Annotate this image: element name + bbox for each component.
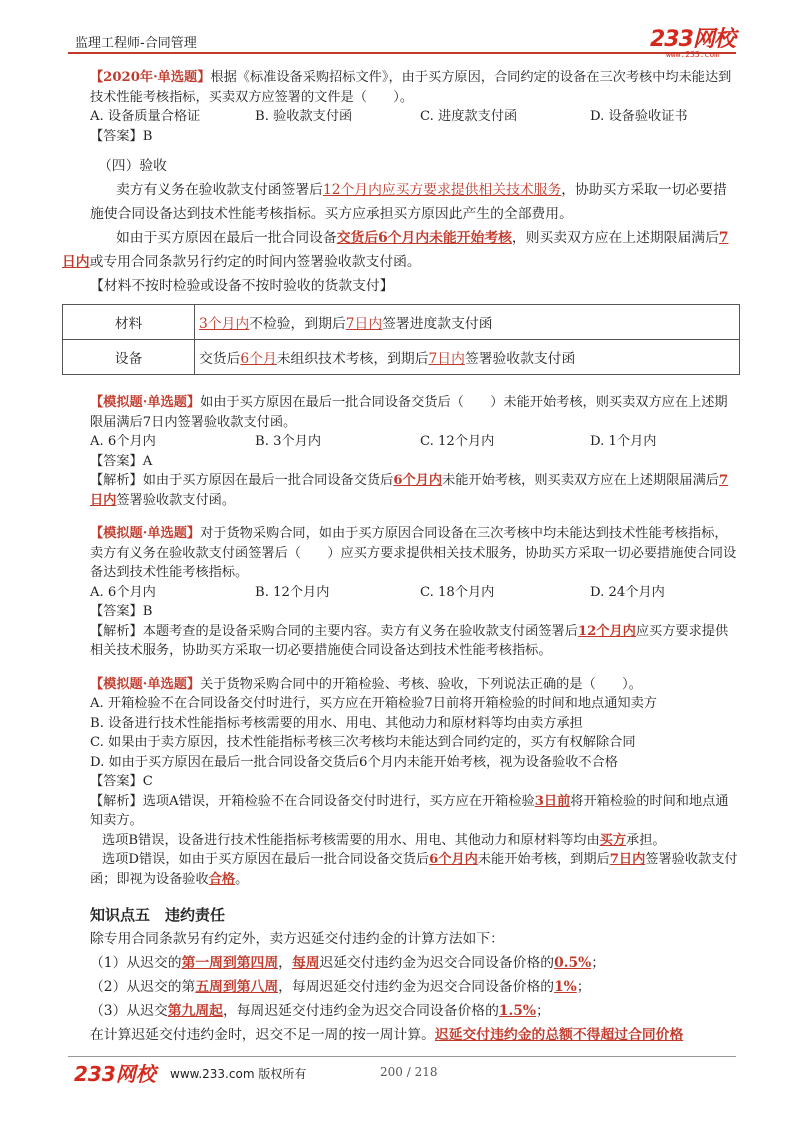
- answer: 【答案】A: [90, 453, 153, 469]
- page-number: 200 / 218: [380, 1065, 438, 1079]
- option-b: B. 12个月内: [255, 584, 330, 600]
- option-c: C. 18个月内: [420, 584, 495, 600]
- option-c: C. 12个月内: [420, 434, 495, 449]
- option-a: A. 设备质量合格证: [90, 109, 201, 124]
- option-a: A. 开箱检验不在合同设备交付时进行，买方应在开箱检验7日前将开箱检验的时间和地点通知卖方: [90, 696, 657, 711]
- options-row: [90, 107, 740, 127]
- option-d: D. 如由于买方原因在最后一批合同设备交货后6个月内未能开始考核，视为设备验收不合格: [90, 754, 618, 770]
- question-3: [90, 524, 740, 661]
- answer: 【答案】C: [90, 774, 153, 789]
- question-text: 如由于买方原因在最后一批合同设备交货后（ ）未能开始考核，则买卖双方应在上述期限届满后7日内签署验收款支付函。: [90, 395, 728, 430]
- copyright: www.233.com 版权所有: [170, 1067, 307, 1081]
- table-row: [63, 340, 740, 375]
- page-content: [62, 68, 740, 1047]
- paragraph: 在计算迟延交付违约金时，迟交不足一周的按一周计算。迟延交付违约金的总额不得超过合同价格: [90, 1027, 684, 1043]
- question-1: [90, 68, 740, 146]
- logo-url: www.233.com: [665, 50, 719, 59]
- section-4: [62, 154, 740, 298]
- list-item: （3）从迟交第九周起，每周迟延交付违约金为迟交合同设备价格的1.5%；: [90, 1003, 550, 1019]
- question-text: 根据《标准设备采购招标文件》，由于买方原因，合同约定的设备在三次考核中均未能达到技术性能考核指标，买卖双方应签署的文件是（ ）。: [90, 70, 732, 105]
- option-c: C. 如果由于卖方原因，技术性能指标考核三次考核均未能达到合同约定的，买方有权解除合同: [90, 735, 636, 750]
- options-row: [90, 583, 740, 603]
- explanation: 选项B错误，设备进行技术性能指标考核需要的用水、用电、其他动力和原材料等均由买方承担。: [102, 832, 666, 848]
- question-4: [90, 675, 740, 890]
- answer: 【答案】B: [90, 128, 153, 144]
- question-text: 对于货物采购合同，如由于买方原因合同设备在三次考核中均未能达到技术性能考核指标，卖方有义务在验收款支付函签署后（ ）应买方要求提供相关技术服务，协助买方采取一切必要措施使合同设备达到技术性能考核指标。: [90, 526, 737, 580]
- list-item: （1）从迟交的第一周到第四周，每周迟延交付违约金为迟交合同设备价格的0.5%；: [90, 955, 605, 971]
- table-caption: 【材料不按时检验或设备不按时验收的货款支付】: [90, 278, 394, 294]
- question-tag: 【2020年·单选题】: [90, 70, 211, 85]
- logo-text: 233网校: [650, 27, 735, 52]
- section-heading: 知识点五 违约责任: [90, 906, 226, 924]
- section-heading: （四）验收: [98, 158, 167, 174]
- table-cell-label: 材料: [63, 305, 195, 340]
- list-item: （2）从迟交的第五周到第八周，每周迟延交付违约金为迟交合同设备价格的1%；: [90, 979, 591, 995]
- question-text: 关于货物采购合同中的开箱检验、考核、验收，下列说法正确的是（ ）。: [200, 676, 642, 692]
- doc-title: 监理工程师-合同管理: [75, 36, 197, 51]
- table-row: [63, 305, 740, 340]
- table-cell-content: 交货后6个月未组织技术考核，到期后7日内签署验收款支付函: [195, 340, 740, 375]
- option-c: C. 进度款支付函: [420, 109, 518, 124]
- question-tag: 【模拟题·单选题】: [90, 395, 201, 410]
- explanation: 选项D错误，如由于买方原因在最后一批合同设备交货后6个月内未能开始考核，到期后7日内签署验收款支付函；即视为设备验收合格。: [90, 852, 738, 887]
- table-cell-label: 设备: [63, 340, 195, 375]
- option-d: D. 设备验收证书: [590, 109, 688, 124]
- option-a: A. 6个月内: [90, 434, 156, 449]
- question-tag: 【模拟题·单选题】: [90, 526, 201, 541]
- option-b: B. 3个月内: [255, 434, 322, 449]
- footer-logo: 233网校: [74, 1062, 156, 1086]
- paragraph: 卖方有义务在验收款支付函签署后12个月内应买方要求提供相关技术服务，协助买方采取一切必要措施使合同设备达到技术性能考核指标。买方应承担买方原因此产生的全部费用。: [90, 182, 727, 222]
- option-b: B. 设备进行技术性能指标考核需要的用水、用电、其他动力和原材料等均由卖方承担: [90, 715, 583, 731]
- option-d: D. 1个月内: [590, 434, 657, 449]
- table-cell-content: 3个月内不检验，到期后7日内签署进度款支付函: [195, 305, 740, 340]
- footer-divider: [68, 1056, 736, 1057]
- paragraph: 除专用合同条款另有约定外，卖方迟延交付违约金的计算方法如下：: [90, 931, 504, 947]
- paragraph: 如由于买方原因在最后一批合同设备交货后6个月内未能开始考核，则买卖双方应在上述期限届满后7日内或专用合同条款另行约定的时间内签署验收款支付函。: [62, 230, 729, 270]
- section-5: [90, 927, 740, 1047]
- option-d: D. 24个月内: [590, 584, 665, 600]
- explanation: 【解析】如由于买方原因在最后一批合同设备交货后6个月内未能开始考核，则买卖双方应在上述期限届满后7日内签署验收款支付函。: [90, 473, 729, 508]
- option-a: A. 6个月内: [90, 584, 156, 600]
- answer: 【答案】B: [90, 604, 153, 619]
- explanation: 【解析】选项A错误，开箱检验不在合同设备交付时进行，买方应在开箱检验3日前将开箱检验的时间和地点通知卖方。: [90, 793, 729, 828]
- payment-table: [62, 304, 740, 375]
- header-divider: [68, 52, 736, 54]
- question-tag: 【模拟题·单选题】: [90, 676, 201, 692]
- explanation: 【解析】本题考查的是设备采购合同的主要内容。卖方有义务在验收款支付函签署后12个月内应买方要求提供相关技术服务，协助买方采取一切必要措施使合同设备达到技术性能考核指标。: [90, 623, 729, 658]
- question-2: [90, 393, 740, 510]
- options-row: [90, 432, 740, 452]
- option-b: B. 验收款支付函: [255, 109, 353, 124]
